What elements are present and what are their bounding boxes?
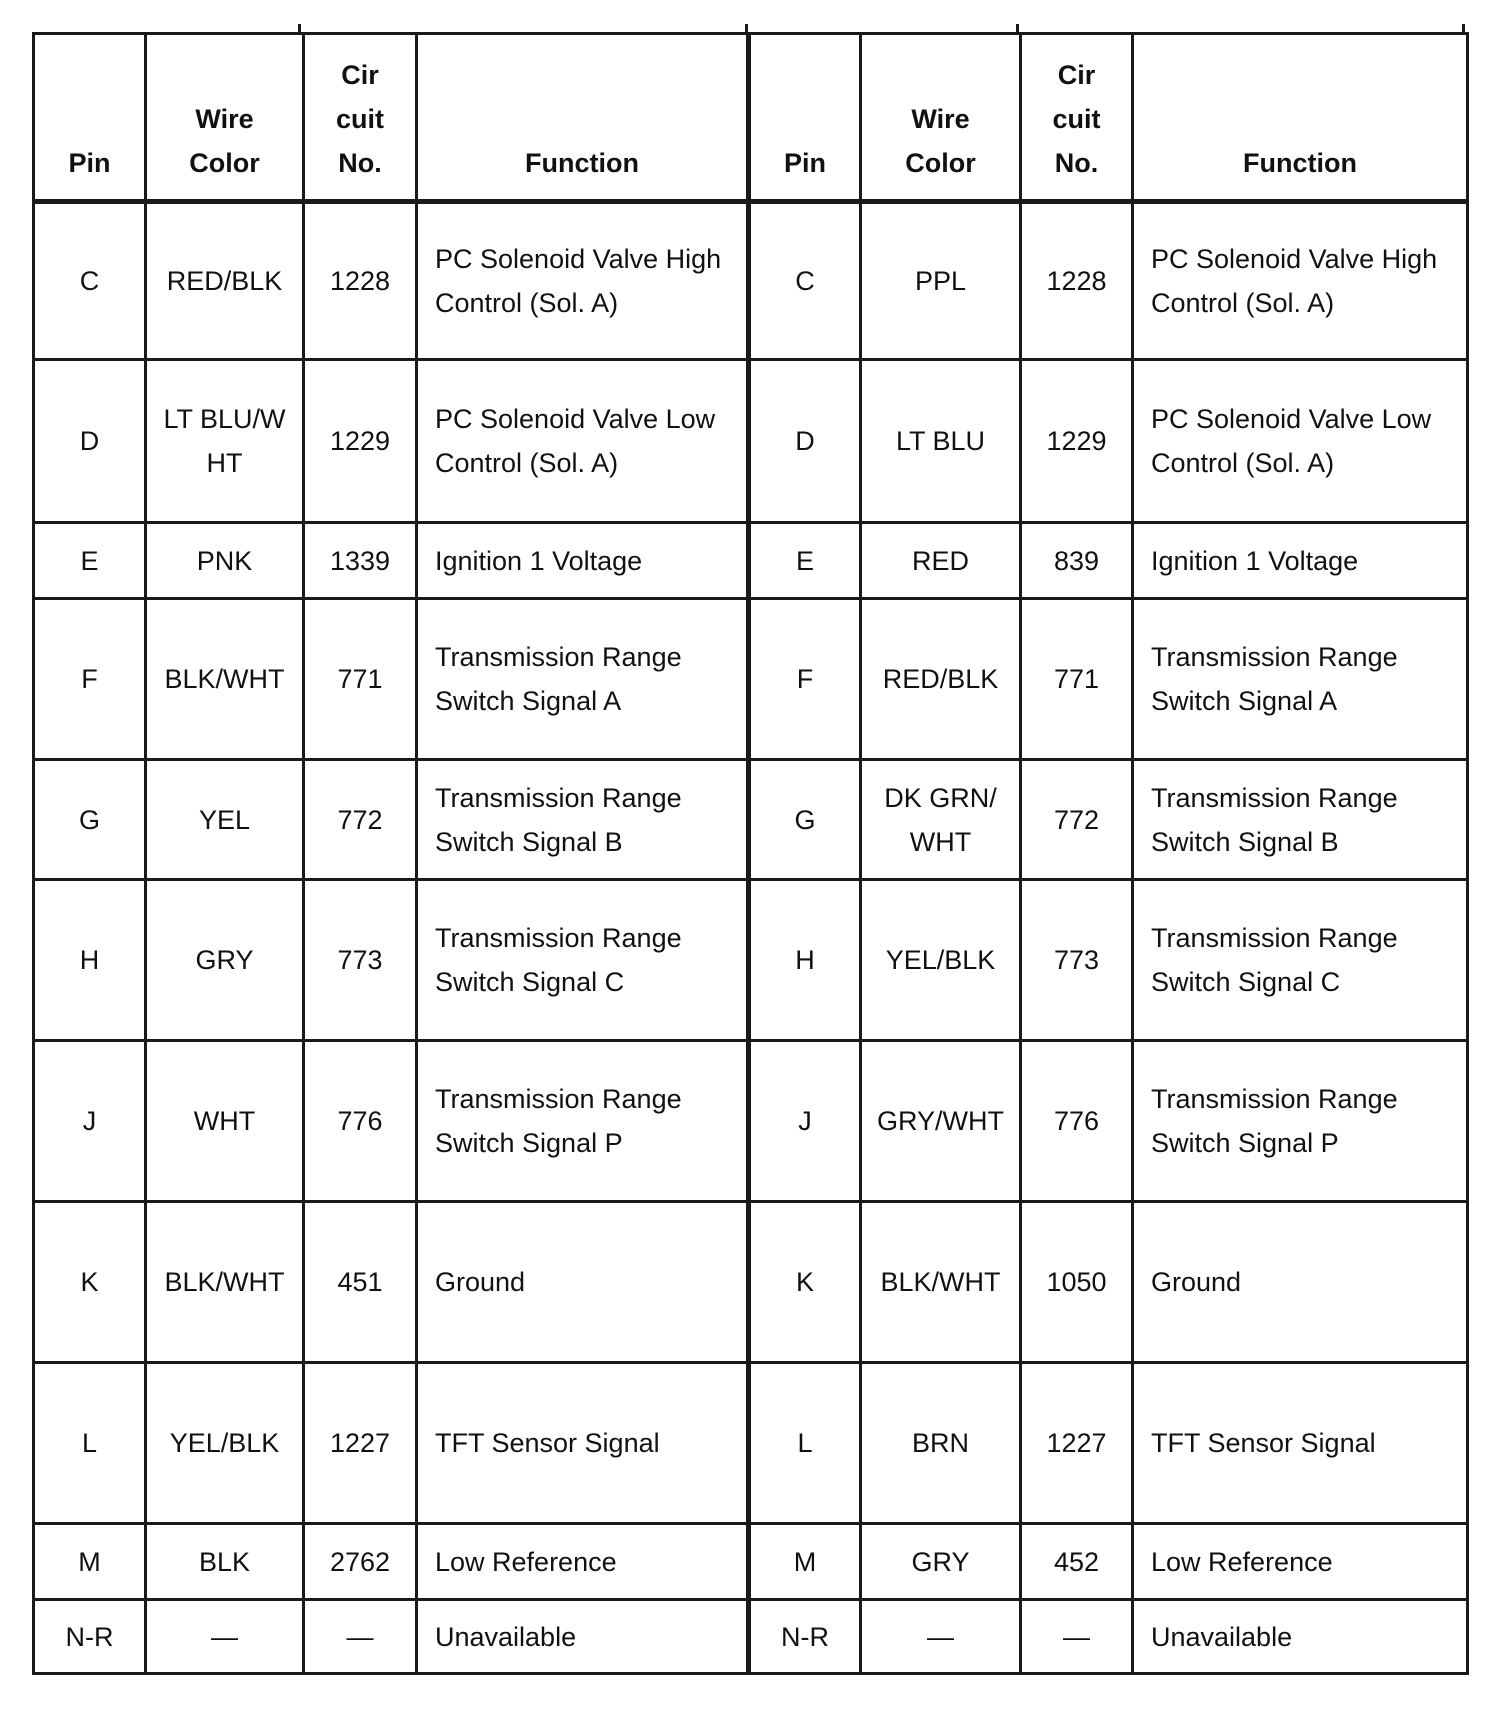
- table-row: [34, 1202, 1468, 1363]
- circuit-number-cell: —: [304, 1600, 417, 1674]
- function-cell: Ground: [1133, 1202, 1468, 1363]
- pin-cell: K: [34, 1202, 146, 1363]
- table-row: [34, 1363, 1468, 1524]
- header-function: Function: [417, 34, 749, 202]
- pin-cell: M: [749, 1524, 861, 1600]
- function-cell: PC Solenoid Valve Low Control (Sol. A): [1133, 360, 1468, 523]
- wire-color-cell: RED/BLK: [861, 599, 1021, 760]
- pin-cell: H: [34, 880, 146, 1041]
- table-body: [34, 202, 1468, 1674]
- function-cell: Ignition 1 Voltage: [417, 523, 749, 599]
- function-cell: Transmission Range Switch Signal A: [417, 599, 749, 760]
- wire-color-cell: GRY: [146, 880, 304, 1041]
- border-tick: [745, 24, 748, 34]
- circuit-number-cell: 2762: [304, 1524, 417, 1600]
- wire-color-cell: BLK/WHT: [861, 1202, 1021, 1363]
- pin-cell: E: [34, 523, 146, 599]
- pin-cell: G: [749, 760, 861, 880]
- wire-color-cell: YEL/BLK: [146, 1363, 304, 1524]
- border-tick: [298, 24, 301, 34]
- table-row: [34, 1524, 1468, 1600]
- header-pin: Pin: [34, 34, 146, 202]
- header-wire-color-label-2: Wire Color: [905, 104, 976, 178]
- table-row: [34, 523, 1468, 599]
- function-cell: Transmission Range Switch Signal B: [1133, 760, 1468, 880]
- function-cell: TFT Sensor Signal: [1133, 1363, 1468, 1524]
- pin-cell: J: [34, 1041, 146, 1202]
- pin-cell: L: [749, 1363, 861, 1524]
- header-circuit-no: [304, 34, 417, 202]
- function-cell: Transmission Range Switch Signal C: [417, 880, 749, 1041]
- wire-color-cell: PNK: [146, 523, 304, 599]
- pin-cell: M: [34, 1524, 146, 1600]
- header-pin-2: Pin: [749, 34, 861, 202]
- pin-cell: J: [749, 1041, 861, 1202]
- wire-color-cell: PPL: [861, 202, 1021, 360]
- circuit-number-cell: 1339: [304, 523, 417, 599]
- circuit-number-cell: 772: [304, 760, 417, 880]
- circuit-number-cell: 771: [304, 599, 417, 760]
- circuit-number-cell: 773: [304, 880, 417, 1041]
- pin-cell: C: [34, 202, 146, 360]
- wire-color-cell: WHT: [146, 1041, 304, 1202]
- wire-color-cell: LT BLU/WHT: [146, 360, 304, 523]
- table-header-row: [34, 34, 1468, 202]
- circuit-number-cell: 452: [1021, 1524, 1133, 1600]
- function-cell: Transmission Range Switch Signal A: [1133, 599, 1468, 760]
- table-row: [34, 1600, 1468, 1674]
- circuit-number-cell: 1227: [304, 1363, 417, 1524]
- wire-color-cell: GRY/WHT: [861, 1041, 1021, 1202]
- wire-color-cell: BLK/WHT: [146, 599, 304, 760]
- circuit-number-cell: 1227: [1021, 1363, 1133, 1524]
- wire-color-cell: —: [146, 1600, 304, 1674]
- circuit-number-cell: 1228: [304, 202, 417, 360]
- circuit-number-cell: 771: [1021, 599, 1133, 760]
- circuit-number-cell: 1228: [1021, 202, 1133, 360]
- function-cell: Unavailable: [1133, 1600, 1468, 1674]
- header-circuit-no-label-2: Cir cuit No.: [1052, 60, 1101, 178]
- header-circuit-no-label: Cir cuit No.: [335, 60, 384, 178]
- function-cell: Transmission Range Switch Signal C: [1133, 880, 1468, 1041]
- pin-cell: D: [749, 360, 861, 523]
- function-cell: Unavailable: [417, 1600, 749, 1674]
- header-circuit-no-2: [1021, 34, 1133, 202]
- circuit-number-cell: 776: [1021, 1041, 1133, 1202]
- pin-cell: N-R: [749, 1600, 861, 1674]
- pin-cell: F: [749, 599, 861, 760]
- header-function-2: Function: [1133, 34, 1468, 202]
- wire-color-cell: YEL: [146, 760, 304, 880]
- pin-cell: H: [749, 880, 861, 1041]
- function-cell: Transmission Range Switch Signal P: [417, 1041, 749, 1202]
- table-row: [34, 360, 1468, 523]
- function-cell: PC Solenoid Valve High Control (Sol. A): [1133, 202, 1468, 360]
- table-row: [34, 760, 1468, 880]
- header-wire-color: [146, 34, 304, 202]
- pin-cell: D: [34, 360, 146, 523]
- border-tick: [1016, 24, 1019, 34]
- function-cell: Ground: [417, 1202, 749, 1363]
- pin-cell: N-R: [34, 1600, 146, 1674]
- table-row: [34, 599, 1468, 760]
- pin-cell: C: [749, 202, 861, 360]
- function-cell: PC Solenoid Valve High Control (Sol. A): [417, 202, 749, 360]
- function-cell: Ignition 1 Voltage: [1133, 523, 1468, 599]
- circuit-number-cell: —: [1021, 1600, 1133, 1674]
- border-tick: [1462, 24, 1465, 34]
- wire-color-cell: —: [861, 1600, 1021, 1674]
- header-wire-color-2: [861, 34, 1021, 202]
- connector-pinout-table: [32, 32, 1469, 1675]
- wire-color-cell: BLK: [146, 1524, 304, 1600]
- wire-color-cell: LT BLU: [861, 360, 1021, 523]
- wire-color-cell: BRN: [861, 1363, 1021, 1524]
- wire-color-cell: RED/BLK: [146, 202, 304, 360]
- wire-color-cell: YEL/BLK: [861, 880, 1021, 1041]
- function-cell: Low Reference: [417, 1524, 749, 1600]
- wire-color-cell: GRY: [861, 1524, 1021, 1600]
- table-row: [34, 880, 1468, 1041]
- table-row: [34, 1041, 1468, 1202]
- pin-cell: G: [34, 760, 146, 880]
- pin-cell: L: [34, 1363, 146, 1524]
- circuit-number-cell: 839: [1021, 523, 1133, 599]
- circuit-number-cell: 1229: [304, 360, 417, 523]
- table-row: [34, 202, 1468, 360]
- pin-cell: F: [34, 599, 146, 760]
- circuit-number-cell: 451: [304, 1202, 417, 1363]
- circuit-number-cell: 1229: [1021, 360, 1133, 523]
- function-cell: Transmission Range Switch Signal P: [1133, 1041, 1468, 1202]
- wire-color-cell: BLK/WHT: [146, 1202, 304, 1363]
- function-cell: Low Reference: [1133, 1524, 1468, 1600]
- function-cell: PC Solenoid Valve Low Control (Sol. A): [417, 360, 749, 523]
- pin-cell: K: [749, 1202, 861, 1363]
- wire-color-cell: DK GRN/WHT: [861, 760, 1021, 880]
- header-wire-color-label: Wire Color: [189, 104, 260, 178]
- function-cell: Transmission Range Switch Signal B: [417, 760, 749, 880]
- circuit-number-cell: 776: [304, 1041, 417, 1202]
- circuit-number-cell: 772: [1021, 760, 1133, 880]
- circuit-number-cell: 1050: [1021, 1202, 1133, 1363]
- pin-cell: E: [749, 523, 861, 599]
- function-cell: TFT Sensor Signal: [417, 1363, 749, 1524]
- wire-color-cell: RED: [861, 523, 1021, 599]
- circuit-number-cell: 773: [1021, 880, 1133, 1041]
